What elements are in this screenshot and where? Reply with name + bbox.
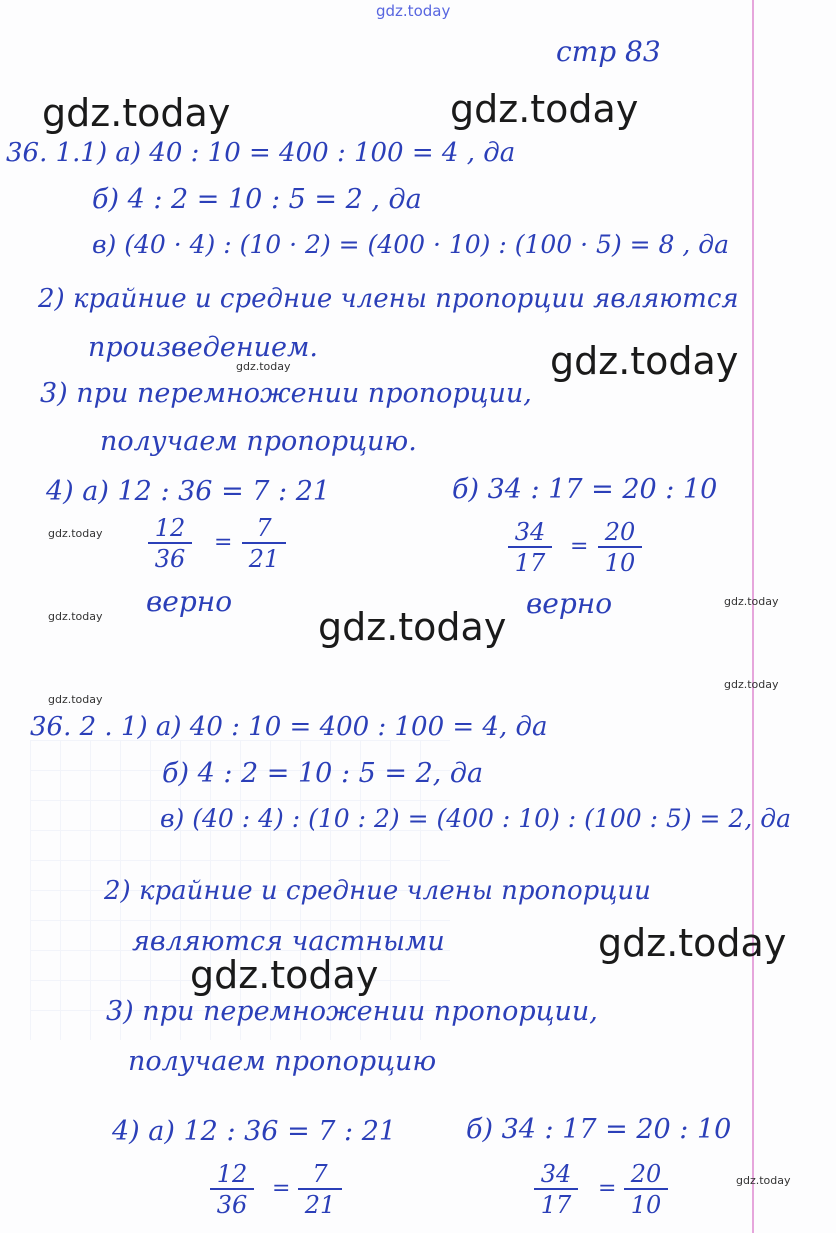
page-number-label: стр 83	[556, 35, 661, 68]
numerator: 20	[604, 518, 636, 546]
watermark-small: gdz.today	[48, 693, 103, 706]
fraction-bar	[508, 546, 552, 548]
watermark-small: gdz.today	[48, 610, 103, 623]
equals-sign: =	[570, 534, 589, 559]
verdict: верно	[526, 587, 613, 620]
watermark-small: gdz.today	[236, 360, 291, 373]
task2-line-4b: б) 34 : 17 = 20 : 10	[466, 1114, 732, 1145]
watermark-small: gdz.today	[724, 595, 779, 608]
task2-line-3: 3) при перемножении пропорции,	[106, 996, 598, 1027]
equals-sign: =	[214, 530, 233, 555]
watermark-small: gdz.today	[724, 678, 779, 691]
watermark: gdz.today	[450, 87, 639, 131]
fraction-bar	[298, 1188, 342, 1190]
task1-line-3: 3) при перемножении пропорции,	[40, 378, 532, 409]
fraction-bar	[242, 542, 286, 544]
task2-line-2b: являются частными	[132, 926, 445, 957]
denominator: 21	[304, 1191, 336, 1219]
denominator: 17	[540, 1191, 572, 1219]
numerator: 34	[514, 518, 546, 546]
watermark: gdz.today	[598, 921, 787, 965]
equals-sign: =	[598, 1176, 617, 1201]
numerator: 12	[216, 1160, 248, 1188]
task1-line-1a: 36. 1.1) а) 40 : 10 = 400 : 100 = 4 , да	[6, 138, 516, 168]
numerator: 20	[630, 1160, 662, 1188]
denominator: 36	[216, 1191, 248, 1219]
task2-line-2: 2) крайние и средние члены пропорции	[104, 876, 651, 906]
numerator: 7	[312, 1160, 328, 1188]
fraction	[534, 1162, 578, 1217]
numerator: 34	[540, 1160, 572, 1188]
denominator: 36	[154, 545, 186, 573]
task1-line-4a: 4) а) 12 : 36 = 7 : 21	[46, 476, 331, 507]
watermark-top: gdz.today	[376, 2, 451, 20]
task2-line-1b: б) 4 : 2 = 10 : 5 = 2, да	[162, 758, 484, 789]
numerator: 12	[154, 514, 186, 542]
fraction	[508, 520, 552, 575]
fraction	[598, 520, 642, 575]
fraction-bar	[598, 546, 642, 548]
task1-line-1c: в) (40 · 4) : (10 · 2) = (400 · 10) : (100 · 5) = 8 , да	[92, 230, 730, 259]
task1-line-2b: произведением.	[88, 332, 318, 363]
task2-line-3b: получаем пропорцию	[128, 1046, 437, 1077]
task2-line-1a: 36. 2 . 1) а) 40 : 10 = 400 : 100 = 4, да	[30, 712, 548, 742]
fraction	[148, 516, 192, 571]
fraction-bar	[148, 542, 192, 544]
denominator: 21	[248, 545, 280, 573]
watermark-small: gdz.today	[48, 527, 103, 540]
fraction	[242, 516, 286, 571]
watermark: gdz.today	[318, 605, 507, 649]
task1-line-4b: б) 34 : 17 = 20 : 10	[452, 474, 718, 505]
fraction	[624, 1162, 668, 1217]
verdict: верно	[146, 585, 233, 618]
task2-line-4a: 4) а) 12 : 36 = 7 : 21	[112, 1116, 397, 1147]
watermark: gdz.today	[190, 953, 379, 997]
watermark-small: gdz.today	[736, 1174, 791, 1187]
task1-line-1b: б) 4 : 2 = 10 : 5 = 2 , да	[92, 184, 422, 215]
equals-sign: =	[272, 1176, 291, 1201]
fraction	[210, 1162, 254, 1217]
watermark: gdz.today	[42, 91, 231, 135]
margin-line	[752, 0, 754, 1233]
task2-line-1c: в) (40 : 4) : (10 : 2) = (400 : 10) : (100 : 5) = 2, да	[160, 804, 791, 833]
fraction	[298, 1162, 342, 1217]
denominator: 10	[630, 1191, 662, 1219]
fraction-bar	[534, 1188, 578, 1190]
denominator: 10	[604, 549, 636, 577]
fraction-bar	[624, 1188, 668, 1190]
task1-line-2: 2) крайние и средние члены пропорции являются	[38, 284, 739, 314]
watermark: gdz.today	[550, 339, 739, 383]
numerator: 7	[256, 514, 272, 542]
fraction-bar	[210, 1188, 254, 1190]
denominator: 17	[514, 549, 546, 577]
task1-line-3b: получаем пропорцию.	[100, 426, 417, 457]
